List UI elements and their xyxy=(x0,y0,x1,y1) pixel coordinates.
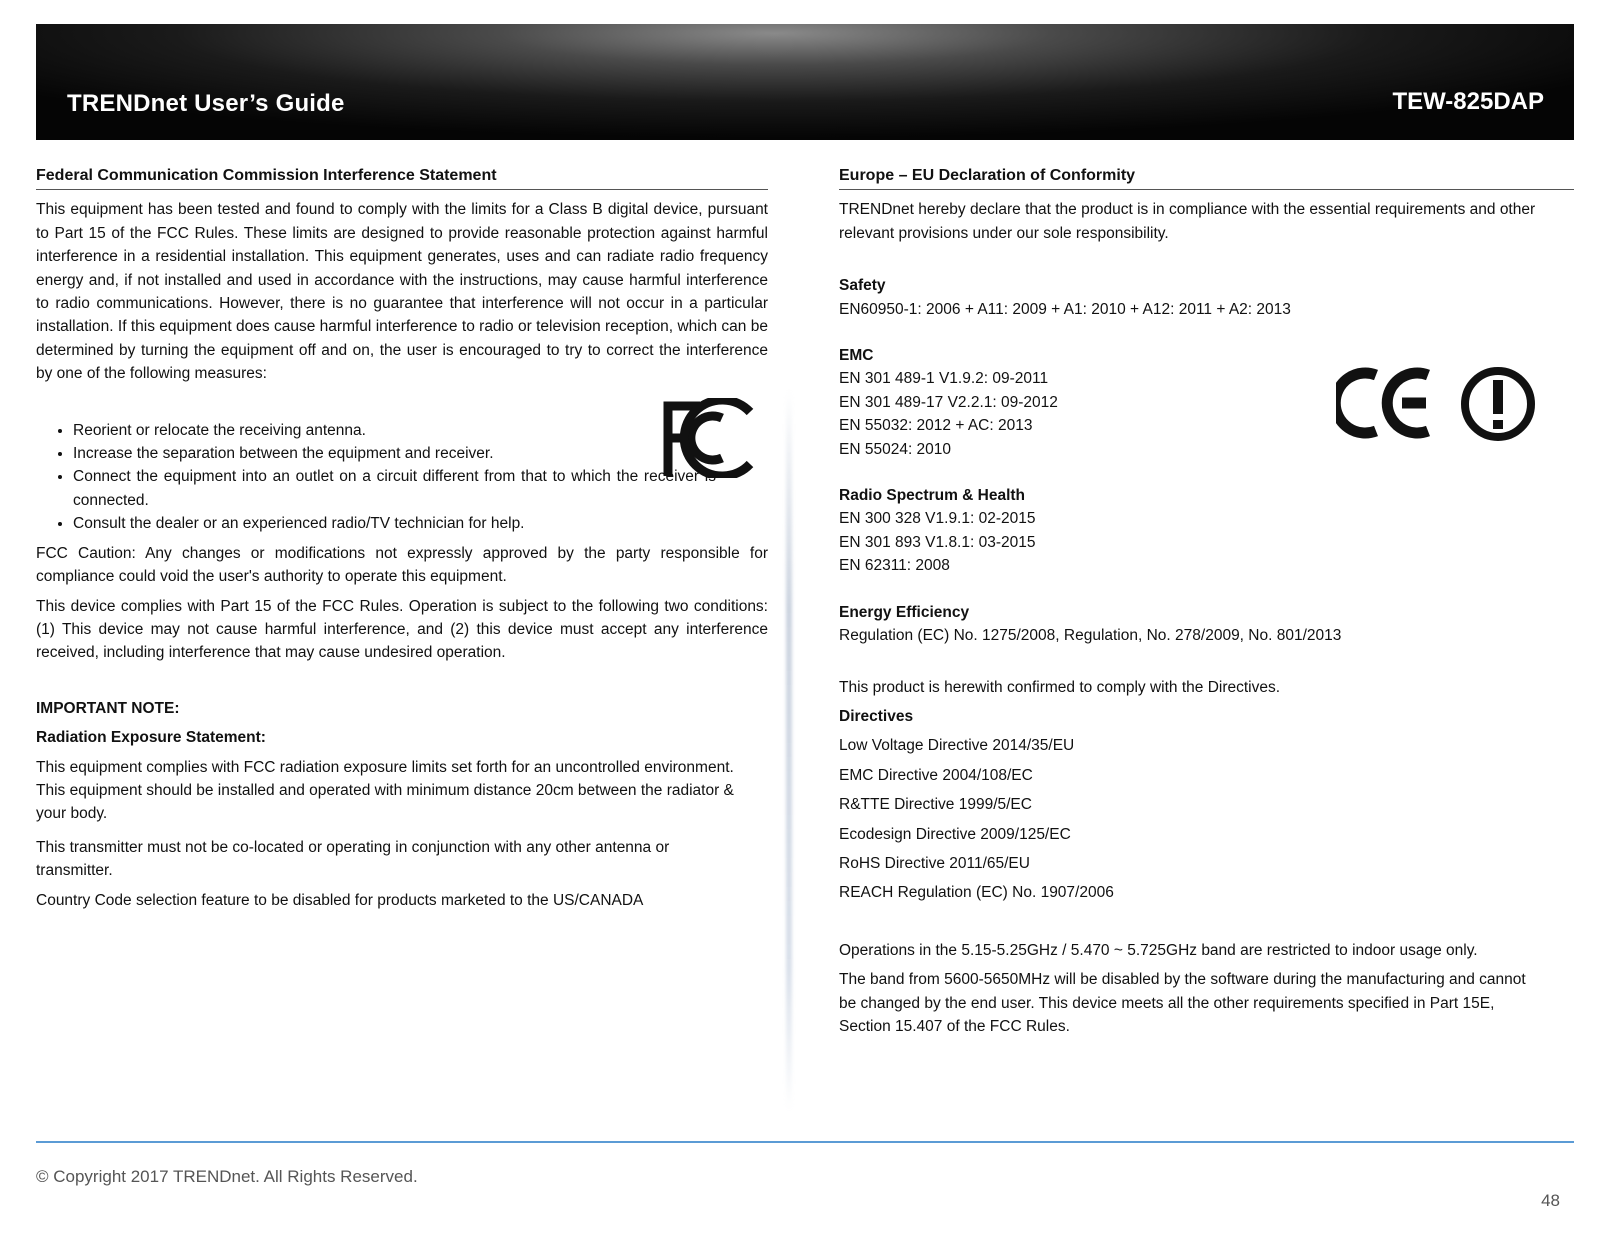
list-item: • Increase the separation between the equipment and receiver. xyxy=(73,442,753,465)
list-item: EN 301 489-17 V2.2.1: 09-2012 xyxy=(839,393,1058,411)
fcc-heading: Federal Communication Commission Interference Statement xyxy=(36,164,768,190)
fcc-measures-list xyxy=(36,419,753,536)
list-item: Low Voltage Directive 2014/35/EU xyxy=(839,737,1075,755)
guide-title: TRENDnet User’s Guide xyxy=(67,90,345,117)
page-number: 48 xyxy=(1541,1191,1560,1210)
ce-mark-icon xyxy=(1336,366,1432,440)
list-item: EN 300 328 V1.9.1: 02-2015 xyxy=(839,510,1036,528)
list-item: Regulation (EC) No. 1275/2008, Regulation, No. 278/2009, No. 801/2013 xyxy=(839,627,1342,645)
country-code-text: Country Code selection feature to be disabled for products marketed to the US/CANADA xyxy=(36,891,644,909)
copyright-text: © Copyright 2017 TRENDnet. All Rights Reserved. xyxy=(36,1167,418,1186)
emc-heading: EMC xyxy=(839,347,874,365)
header-banner xyxy=(36,24,1574,140)
alert-mark-icon xyxy=(1460,366,1536,442)
column-divider xyxy=(786,390,792,1110)
list-item: REACH Regulation (EC) No. 1907/2006 xyxy=(839,884,1114,902)
list-item: EMC Directive 2004/108/EC xyxy=(839,766,1033,784)
list-item: EN 301 489-1 V1.9.2: 09-2011 xyxy=(839,370,1049,388)
list-item: Ecodesign Directive 2009/125/EC xyxy=(839,825,1071,843)
operations-text: Operations in the 5.15-5.25GHz / 5.470 ~ 5.725GHz band are restricted to indoor usage only. xyxy=(839,941,1478,959)
fcc-section xyxy=(36,164,768,918)
safety-heading: Safety xyxy=(839,277,886,295)
model-number: TEW-825DAP xyxy=(1392,88,1544,115)
radiation-heading: Radiation Exposure Statement: xyxy=(36,729,266,747)
eu-heading: Europe – EU Declaration of Conformity xyxy=(839,164,1574,190)
list-item: R&TTE Directive 1999/5/EC xyxy=(839,796,1032,814)
directives-confirm: This product is herewith confirmed to comply with the Directives. xyxy=(839,678,1281,696)
fcc-part15: This device complies with Part 15 of the FCC Rules. Operation is subject to the following two conditions: (1) This device may not cause harmful interference, and (2) this device must accept any interference received, including interference that may cause undesired operation. xyxy=(36,597,768,662)
eu-declaration: TRENDnet hereby declare that the product is in compliance with the essential requirements and other relevant provisions under our sole responsibility. xyxy=(839,201,1536,242)
transmitter-text: This transmitter must not be co-located or operating in conjunction with any other antenna or transmitter. xyxy=(36,838,670,880)
directives-heading: Directives xyxy=(839,707,914,725)
fcc-logo-icon xyxy=(660,398,760,478)
fcc-intro: This equipment has been tested and found to comply with the limits for a Class B digital device, pursuant to Part 15 of the FCC Rules. These limits are designed to provide reasonable protection against harmful interference in a residential installation. This equipment generates, uses and can radiate radio frequency energy and, if not installed and used in accordance with the instructions, may cause harmful interference to radio communications. However, there is no guarantee that interference will not occur in a particular installation. If this equipment does cause harmful interference to radio or television reception, which can be determined by turning the equipment off and on, the user is encouraged to try to correct the interference by one of the following measures: xyxy=(36,201,768,383)
radio-heading: Radio Spectrum & Health xyxy=(839,487,1026,505)
fcc-caution: FCC Caution: Any changes or modifications not expressly approved by the party responsible for compliance could void the user's authority to operate this equipment. xyxy=(36,544,768,586)
list-item: • Reorient or relocate the receiving antenna. xyxy=(73,419,753,442)
important-note: IMPORTANT NOTE: xyxy=(36,699,180,717)
list-item: RoHS Directive 2011/65/EU xyxy=(839,854,1030,872)
list-item: • Consult the dealer or an experienced radio/TV technician for help. xyxy=(73,512,753,535)
energy-heading: Energy Efficiency xyxy=(839,603,970,621)
list-item: EN 55024: 2010 xyxy=(839,440,952,458)
list-item: EN 301 893 V1.8.1: 03-2015 xyxy=(839,533,1036,551)
footer-rule xyxy=(36,1141,1574,1143)
band-text: The band from 5600-5650MHz will be disabled by the software during the manufacturing and cannot be changed by the end user. This device meets all the other requirements specified in Part 15E, Section 15.407 of the FCC Rules. xyxy=(839,971,1526,1035)
list-item: • Connect the equipment into an outlet on a circuit different from that to which the receiver is connected. xyxy=(73,465,716,512)
list-item: EN 55032: 2012 + AC: 2013 xyxy=(839,417,1033,435)
list-item: EN60950-1: 2006 + A11: 2009 + A1: 2010 + A12: 2011 + A2: 2013 xyxy=(839,300,1291,318)
radiation-text: This equipment complies with FCC radiation exposure limits set forth for an uncontrolled environment. This equipment should be installed and operated with minimum distance 20cm between the radiator & your body. xyxy=(36,758,734,823)
eu-section xyxy=(839,164,1574,1044)
list-item: EN 62311: 2008 xyxy=(839,557,950,575)
